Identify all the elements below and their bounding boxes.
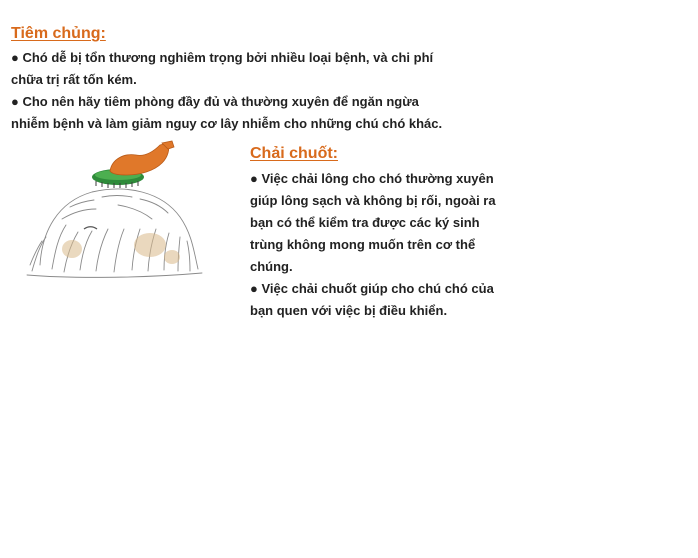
grooming-line: trùng không mong muốn trên cơ thể — [250, 237, 476, 252]
dog-eye — [84, 227, 97, 229]
dog-fur — [27, 189, 202, 277]
grooming-line: chúng. — [250, 259, 293, 274]
grooming-line: ● Việc chải lông cho chó thường xuyên — [250, 171, 494, 186]
grooming-line: ● Việc chải chuốt giúp cho chú chó của — [250, 281, 494, 296]
vaccination-line: ● Chó dễ bị tổn thương nghiêm trọng bởi nhiều loại bệnh, và chi phí — [11, 50, 434, 65]
vaccination-paragraph — [11, 47, 442, 135]
grooming-line: bạn quen với việc bị điều khiển. — [250, 303, 448, 318]
grooming-line: bạn có thể kiểm tra được các ký sinh — [250, 215, 480, 230]
grooming-paragraph — [250, 168, 496, 322]
dog-brushing-illustration — [22, 137, 206, 282]
vaccination-line: ● Cho nên hãy tiêm phòng đầy đủ và thường xuyên để ngăn ngừa — [11, 94, 419, 109]
glove-icon — [110, 141, 174, 175]
grooming-line: giúp lông sạch và không bị rối, ngoài ra — [250, 193, 496, 208]
vaccination-heading: Tiêm chủng: — [11, 25, 106, 42]
vaccination-line: nhiễm bệnh và làm giảm nguy cơ lây nhiễm cho những chú chó khác. — [11, 116, 443, 131]
grooming-heading: Chải chuốt: — [250, 145, 338, 162]
vaccination-line: chữa trị rất tốn kém. — [11, 72, 137, 87]
